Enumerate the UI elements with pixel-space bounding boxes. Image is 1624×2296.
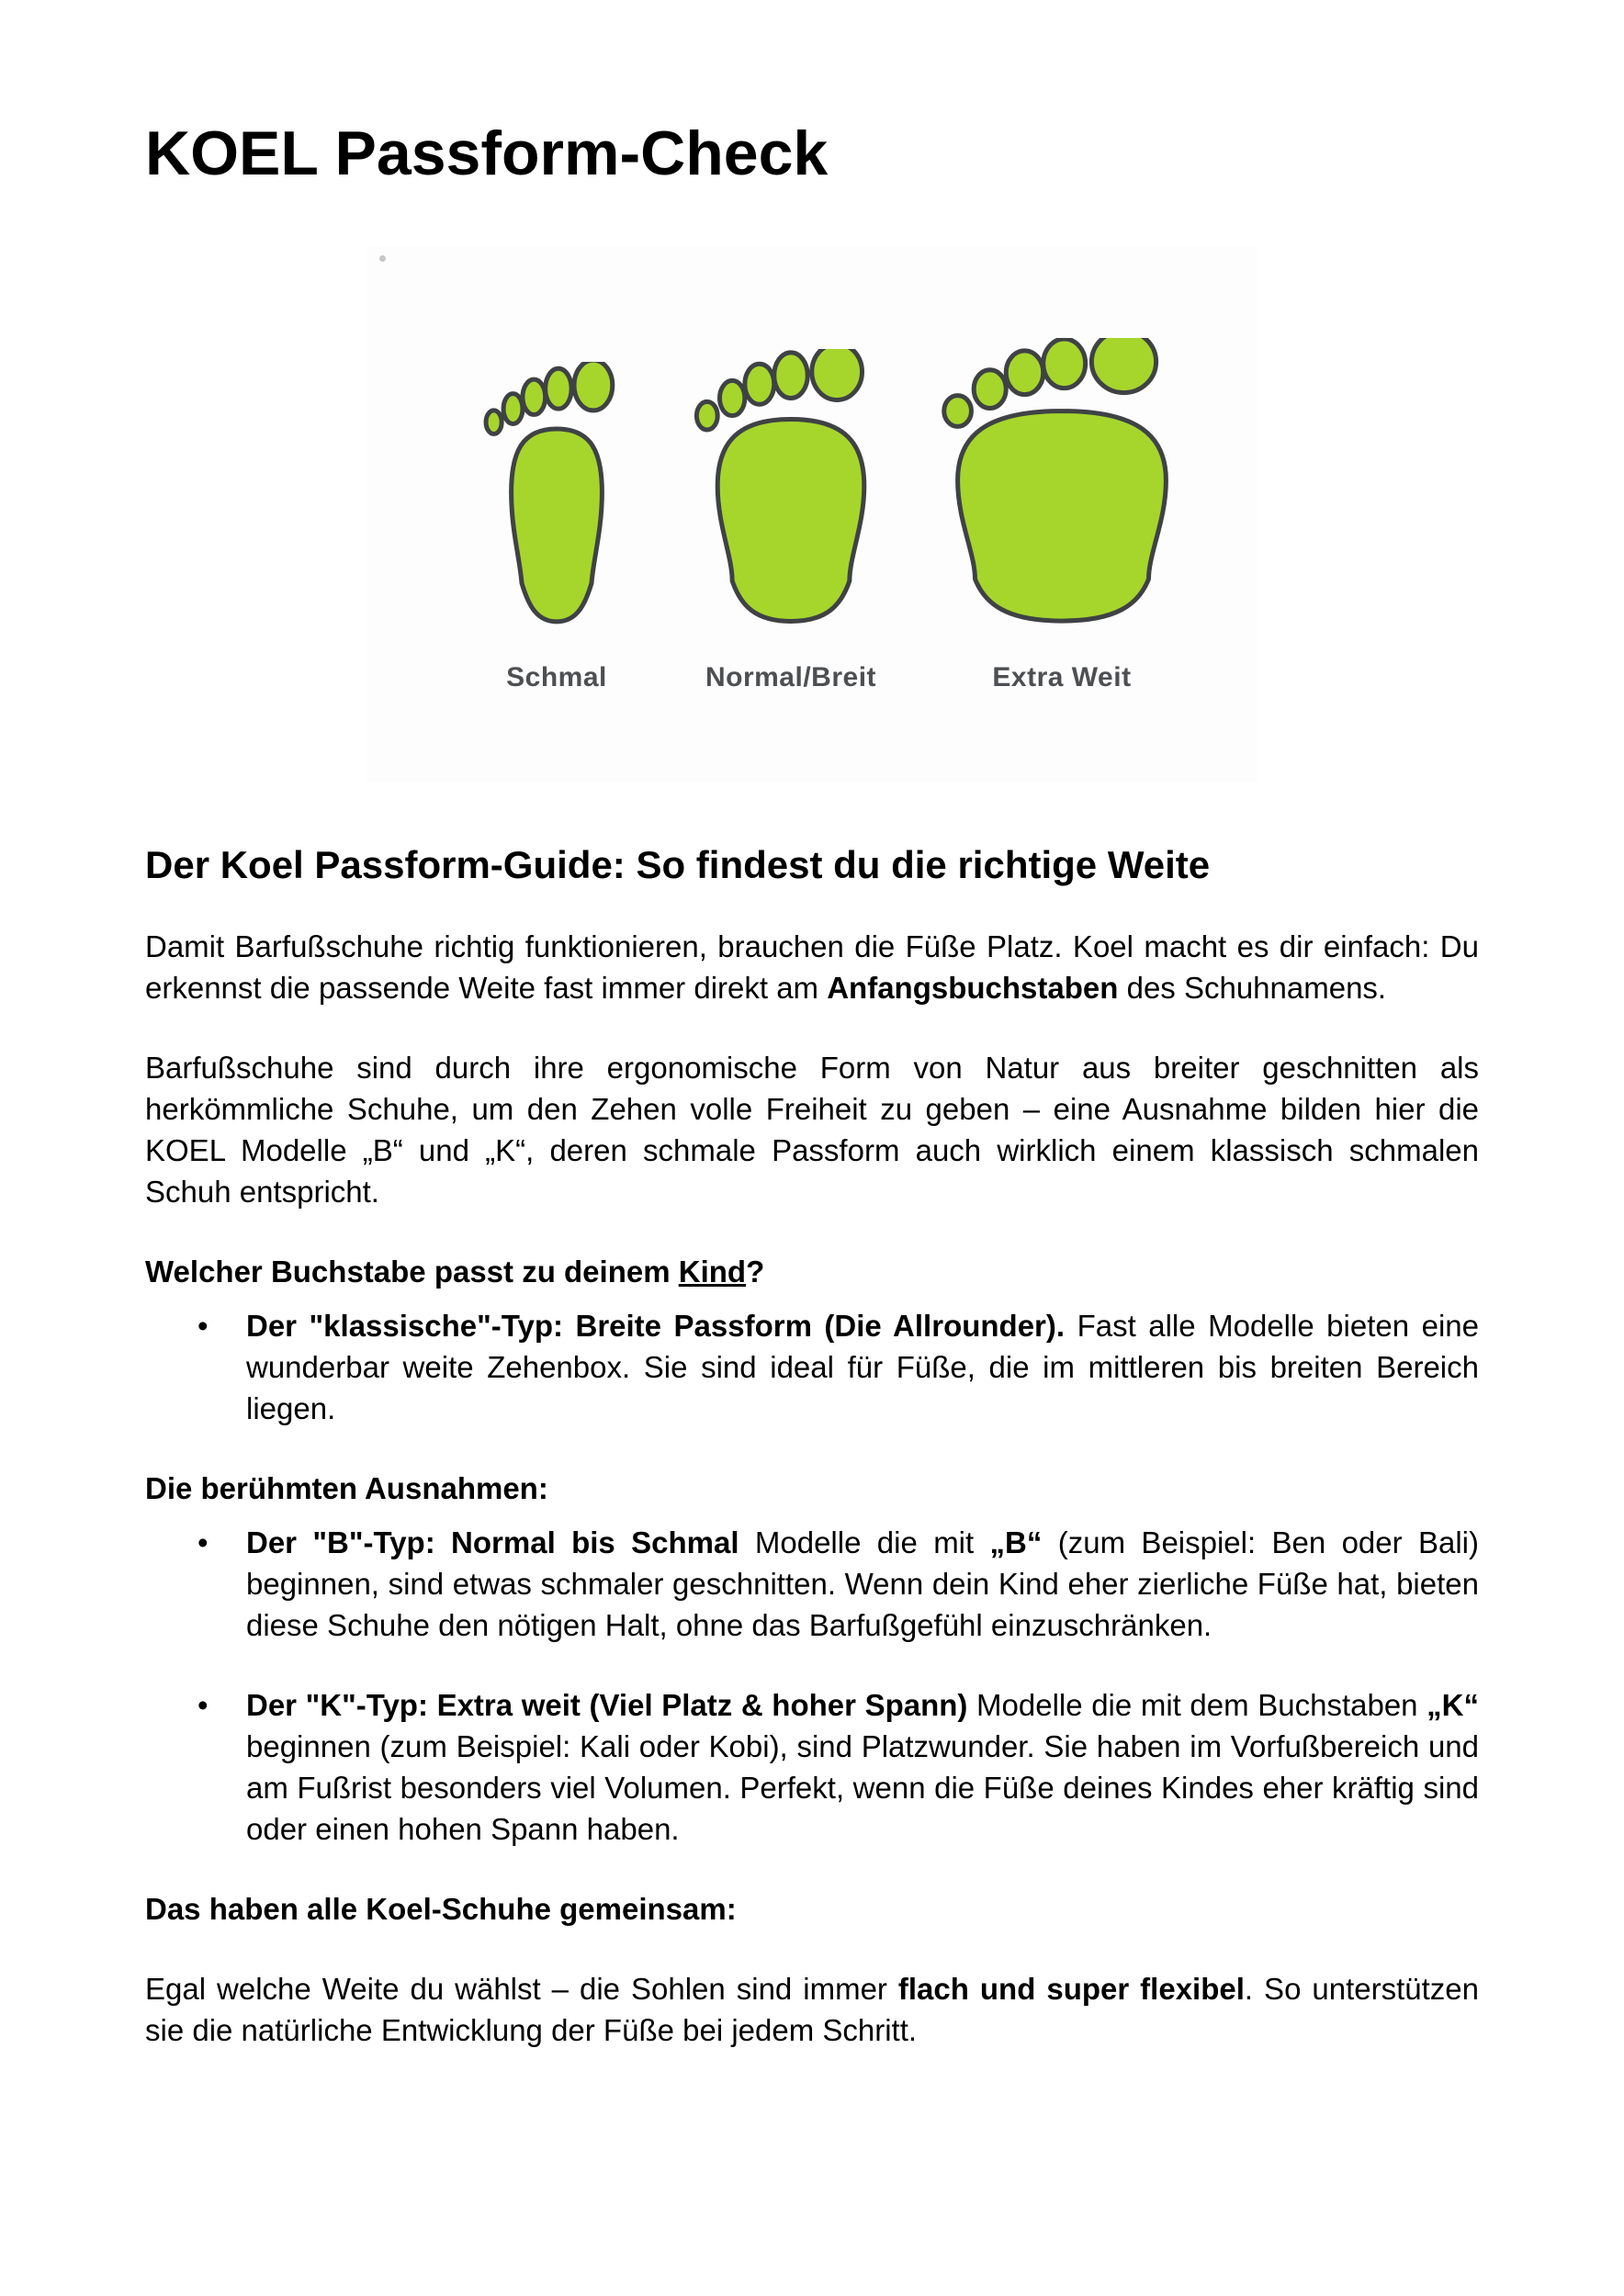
intro-paragraph: Damit Barfußschuhe richtig funktionieren, brauchen die Füße Platz. Koel macht es dir einfach: Du erkennst die passende Weite fast immer direkt am Anfangsbuchstaben des Schuhnamens. [145,929,1479,1005]
ergonomics-paragraph: Barfußschuhe sind durch ihre ergonomische Form von Natur aus breiter geschnitten als herkömmliche Schuhe, um den Zehen volle Freiheit zu geben – eine Ausnahme bilden hier die KOEL Modelle „B“ und „K“, deren schmale Passform auch wirklich einem klassisch schmalen Schuh entspricht. [145,1051,1479,1209]
bullet-b-typ: • Der "B"-Typ: Normal bis Schmal Modelle die mit „B“ (zum Beispiel: Ben oder Bali) beginnen, sind etwas schmaler geschnitten. Wenn dein Kind eher zierliche Füße hat, bieten diese Schuhe den nötigen Halt, ohne das Barfußgefühl einzuschränken. [145,1522,1479,1646]
foot-extra-weit-icon [938,338,1186,630]
foot-normal-breit-icon [686,349,896,630]
foot-label-extra-weit: Extra Weit [992,662,1132,692]
feet-width-illustration [367,246,1257,782]
foot-extra-weit [938,338,1186,694]
page-title: KOEL Passform-Check [145,118,829,188]
foot-schmal-icon [469,362,644,630]
bullet-klassische-typ: • Der "klassische"-Typ: Breite Passform (Die Allrounder). Fast alle Modelle bieten eine wunderbar weite Zehenbox. Sie sind ideal für Füße, die im mittleren bis breiten Bereich liegen. [145,1305,1479,1429]
foot-schmal [469,362,644,694]
closing-paragraph: Egal welche Weite du wählst – die Sohlen sind immer flach und super flexibel. So unterstützen sie die natürliche Entwicklung der Füße bei jedem Schritt. [145,1972,1480,2047]
foot-label-schmal: Schmal [506,662,607,692]
image-artifact-dot [379,255,386,262]
section-heading: Der Koel Passform-Guide: So findest du die richtige Weite [145,843,1211,886]
foot-label-normal-breit: Normal/Breit [705,662,877,692]
subheading-gemeinsam: Das haben alle Koel-Schuhe gemeinsam: [145,1892,737,1926]
subheading-ausnahmen: Die berühmten Ausnahmen: [145,1471,548,1505]
foot-normal-breit [686,349,896,694]
bullet-list-ausnahmen [145,1522,1479,1850]
bullet-list-allrounder [145,1305,1479,1429]
feet-row [398,338,1257,694]
bullet-k-typ: • Der "K"-Typ: Extra weit (Viel Platz & hoher Spann) Modelle die mit dem Buchstaben „K“ beginnen (zum Beispiel: Kali oder Kobi), sind Platzwunder. Sie haben im Vorfußbereich und am Fußrist besonders viel Volumen. Perfekt, wenn die Füße deines Kindes eher kräftig sind oder einen hohen Spann haben. [145,1684,1479,1850]
subheading-welcher-buchstabe: Welcher Buchstabe passt zu deinem Kind? [145,1255,765,1289]
